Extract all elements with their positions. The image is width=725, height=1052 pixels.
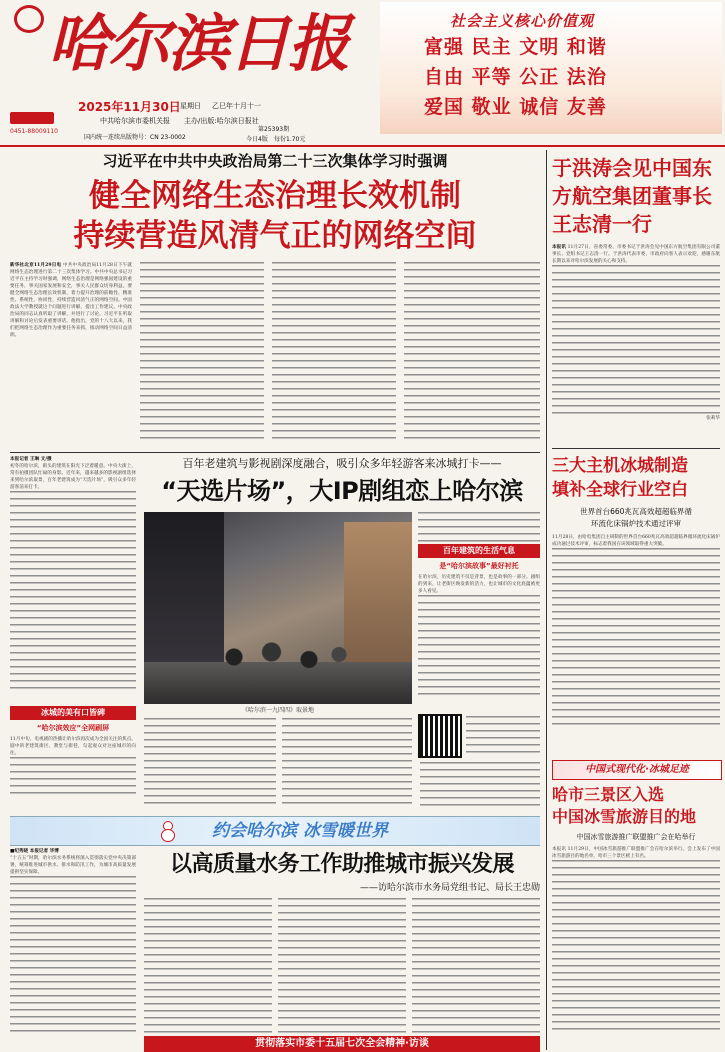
right-story-1: [552, 150, 720, 450]
lead-body-col-4: [404, 262, 540, 444]
feature-sidebar-text: 11月中旬，电视剧的热播让哈尔滨再次成为全国关注的焦点。剧中的老建筑街区、教堂与街巷，勾起观众对这座城市的向往。: [10, 737, 136, 756]
lead-story: [10, 150, 540, 450]
lead-body-col-2: [140, 262, 264, 444]
core-value: 民主: [471, 36, 512, 58]
masthead: [0, 0, 725, 145]
right-story-2-body: [552, 534, 720, 749]
right-story-1-text: 11月27日，省委常委、市委书记于洪涛会见中国东方航空集团有限公司董事长、党组书记王志清一行。于洪涛代表市委、市政府向客人表示欢迎，感谢东航长期以来对哈尔滨发展的关心和支持。: [552, 245, 720, 264]
feature-sidebar-title-bar: [10, 706, 136, 720]
right-story-3: [552, 780, 720, 1050]
core-value: 公正: [519, 66, 560, 88]
masthead-publisher: 主办/出版:哈尔滨日报社: [184, 117, 259, 125]
right-divider-1: [552, 448, 720, 449]
masthead-issue: 第25393期: [258, 126, 290, 133]
feature-right-body: 在哈尔滨，历史建筑不仅是背景，也是故事的一部分。剧组的到来，让老街区焕发新的活力，也让城市的文化底蕴被更多人看见。: [418, 575, 540, 594]
right-story-3-filler: [552, 860, 720, 1030]
core-value: 法治: [566, 66, 607, 88]
feature-right-sub: 是“哈尔滨故事”最好衬托: [439, 562, 519, 570]
core-values-row-3: [424, 92, 607, 122]
right-story-1-body: [552, 244, 720, 444]
right-story-2-headline-1: 三大主机冰城制造: [552, 456, 688, 476]
core-values-panel: [380, 2, 722, 134]
feature-col-bottom-3: [466, 716, 540, 758]
right-story-3-banner: [552, 760, 722, 780]
feature-body-filler: [10, 491, 136, 691]
core-value: 友善: [566, 96, 607, 118]
bottom-story: [10, 848, 540, 1052]
bottom-col-1: [10, 848, 136, 1048]
right-story-3-headline-2: 中国冰雪旅游目的地: [552, 807, 697, 826]
feature-right-tag: [418, 544, 540, 558]
feature-right-tag-label: 百年建筑的生活气息: [443, 546, 515, 555]
feature-sidebar-subtitle: “哈尔滨效应”全网刷屏: [36, 724, 110, 732]
masthead-divider: [0, 145, 725, 147]
core-value: 文明: [519, 36, 560, 58]
feature-photo: [144, 512, 412, 704]
right-story-3-banner-label: 中国式现代化·冰城足迹: [585, 764, 689, 775]
masthead-phone: 0451-88009110: [10, 128, 58, 135]
feature-col-bottom-2: [282, 718, 412, 808]
core-value: 敬业: [471, 96, 512, 118]
right-story-1-author: 张莉华: [706, 416, 720, 421]
lead-body: 中共中央政治局11月28日下午就网络生态治理进行第二十三次集体学习。中共中央总书记习近平在主持学习时强调，网络生态治理是网络强国建设的重要任务，事关国家发展和安全，事关人民群众切身利益。要健全网络生态治理长效机制，着力提升治理的前瞻性、精准性、系统性、协同性，持续营造风清气正的网络空间。中国政法大学教授就这个问题进行讲解，提出工作建议。中央政治局的同志认真听取了讲解，并进行了讨论。习近平在听取讲解和讨论后发表重要讲话。他指出，党的十八大以来，我们把网络生态治理作为重要任务来抓，推动网络空间日益清朗。: [10, 263, 132, 338]
bottom-sub: ——访哈尔滨市水务局党组书记、局长王忠勋: [359, 883, 540, 893]
lead-body-col-3: [272, 262, 396, 444]
bottom-col-2: [144, 898, 272, 1034]
lead-kicker: 习近平在中共中央政治局第二十三次集体学习时强调: [102, 152, 448, 170]
core-values-heading: 社会主义核心价值观: [450, 12, 595, 30]
core-value: 和谐: [566, 36, 607, 58]
right-story-2-sub-2: 环流化床锅炉技术通过评审: [591, 519, 681, 528]
bottom-body: “十五五”时期，哈尔滨水务系统将深入贯彻落实党中央决策部署，统筹推进城市供水、排水和防汛工作，为城市高质量发展提供坚实保障。: [10, 856, 136, 875]
bottom-col-1-filler: [10, 876, 136, 1036]
masthead-logo-small: [10, 112, 54, 124]
bottom-footer-banner: [144, 1036, 540, 1052]
lead-headline-1: 健全网络生态治理长效机制: [89, 178, 461, 214]
right-story-1-filler: [552, 265, 720, 415]
qr-code: [420, 716, 460, 756]
right-story-3-headline-1: 哈市三景区入选: [552, 785, 665, 804]
snowman-icon: [160, 821, 174, 841]
bottom-col-4: [412, 898, 540, 1034]
feature-body: 初冬的哈尔滨，街头的建筑在阳光下泛着暖意。中央大街上，常有拍摄团队忙碌的身影。近年来，越来越多的影视剧组选择来到哈尔滨取景，百年老建筑成为“天选片场”，吸引众多年轻游客前来打卡。: [10, 464, 136, 490]
right-story-2: [552, 452, 720, 757]
feature-right-filler: [418, 595, 540, 695]
masthead-pages: 今日4版: [246, 136, 268, 143]
feature-sidebar-filler: [10, 757, 136, 797]
right-story-2-sub-1: 世界首台660兆瓦高效超超临界循: [580, 507, 692, 516]
feature-col-bottom-4: [420, 762, 540, 808]
core-value: 平等: [471, 66, 512, 88]
masthead-weekday: 星期日: [180, 102, 201, 110]
photo-crowd: [204, 632, 354, 682]
feature-photo-caption: 《哈尔滨一九四四》取景地: [241, 707, 314, 714]
right-story-2-headline-2: 填补全球行业空白: [552, 480, 688, 500]
feature-col-1: [10, 456, 136, 706]
right-story-3-text: 本报讯 11月29日，中国冰雪旅游推广联盟推广会在哈尔滨举行。会上发布了中国冰雪旅游目的地名单，哈市三个景区榜上有名。: [552, 847, 720, 859]
right-story-2-filler: [552, 548, 720, 728]
core-value: 诚信: [519, 96, 560, 118]
feature-right-col: [418, 574, 540, 710]
right-column-divider: [546, 150, 547, 1050]
masthead-logo-mark: [14, 5, 44, 33]
core-value: 爱国: [424, 96, 465, 118]
feature-sidebar-body: [10, 736, 136, 806]
right-story-1-headline: 于洪涛会见中国东方航空集团董事长王志清一行: [552, 156, 712, 236]
bottom-col-3: [278, 898, 406, 1034]
feature-story: [10, 450, 540, 815]
feature-kicker: 百年老建筑与影视剧深度融合，吸引众多年轻游客来冰城打卡——: [182, 457, 502, 470]
slogan-banner: [10, 816, 540, 846]
right-story-3-body: [552, 846, 720, 1046]
core-values-row-1: [424, 32, 607, 62]
bottom-byline: ■纪秀晓 本报记者 毕博: [10, 849, 59, 854]
feature-headline: “天选片场”，大IP剧组恋上哈尔滨: [161, 477, 523, 505]
core-value: 富强: [424, 36, 465, 58]
right-story-3-sub: 中国冰雪旅游推广联盟推广会在哈举行: [576, 833, 696, 841]
core-values-row-2: [424, 62, 607, 92]
masthead-lunar: 乙巳年十月十一: [212, 102, 261, 110]
feature-byline: 本报记者 王琳 文/摄: [10, 457, 52, 462]
masthead-price: 每份1.70元: [274, 136, 306, 143]
right-story-1-byline: 本报讯: [552, 245, 567, 250]
masthead-title: 哈尔滨日报: [48, 7, 349, 80]
lead-byline: 新华社北京11月29日电: [10, 263, 62, 268]
core-value: 自由: [424, 66, 465, 88]
masthead-date: 2025年11月30日: [78, 100, 181, 114]
masthead-cn: 国内统一连续出版物号：CN 23-0002: [84, 134, 186, 141]
lead-headline-2: 持续营造风清气正的网络空间: [73, 218, 477, 254]
lead-body-col-1: [10, 262, 132, 444]
bottom-footer-banner-label: 贯彻落实市委十五届七次全会精神·访谈: [255, 1038, 429, 1049]
right-story-2-text: 11月28日，由哈电集团自主研制的世界首台660兆瓦高效超超临界循环流化床锅炉成功通过技术评审，标志着我国在该领域取得重大突破。: [552, 535, 720, 547]
feature-sidebar-title: 冰城的美有口皆碑: [41, 708, 105, 717]
slogan-text: 约会哈尔滨 冰雪暖世界: [212, 821, 388, 841]
bottom-headline: 以高质量水务工作助推城市振兴发展: [169, 852, 514, 877]
feature-right-top-text: [418, 512, 540, 542]
masthead-sponsor: 中共哈尔滨市委机关报: [100, 117, 170, 125]
feature-col-bottom-1: [144, 718, 276, 808]
